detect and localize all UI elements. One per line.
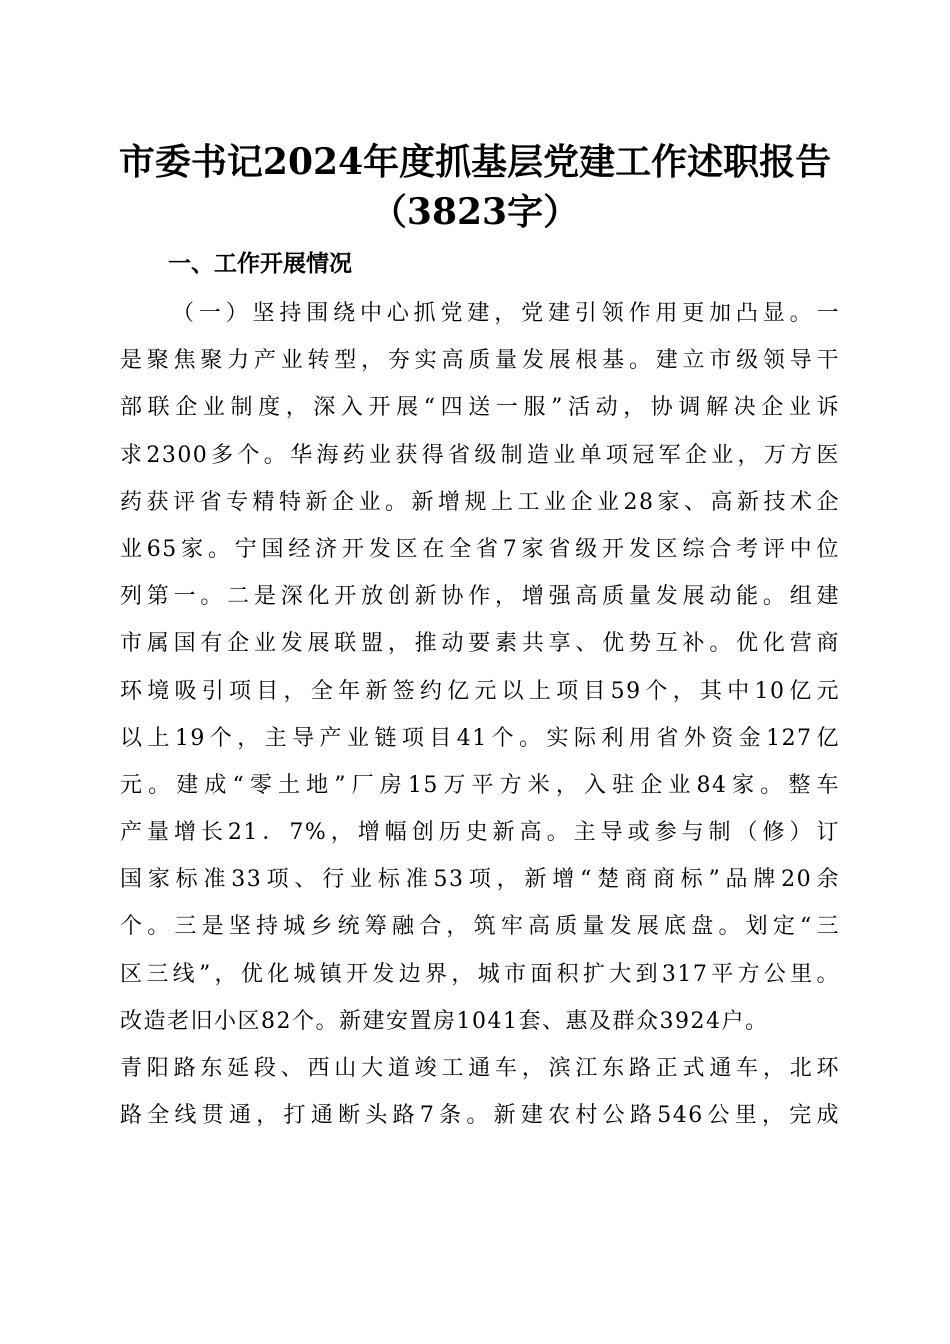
body-line: 改造老旧小区82个。新建安置房1041套、惠及群众3924户。 (120, 1008, 769, 1034)
body-line: 市属国有企业发展联盟，推动要素共享、优势互补。优化营商 (120, 631, 840, 657)
body-line: 环境吸引项目，全年新签约亿元以上项目59个，其中10亿元 (120, 678, 840, 704)
body-line: 区三线”，优化城镇开发边界，城市面积扩大到317平方公里。 (120, 961, 840, 987)
body-line: 国家标准33项、行业标准53项，新增“楚商商标”品牌20余 (120, 867, 840, 893)
body-line: 药获评省专精特新企业。新增规上工业企业28家、高新技术企 (120, 489, 840, 515)
body-line: 是聚焦聚力产业转型，夯实高质量发展根基。建立市级领导干 (120, 348, 840, 374)
body-line: 个。三是坚持城乡统筹融合，筑牢高质量发展底盘。划定“三 (120, 914, 840, 940)
body-line: 路全线贯通，打通断头路7条。新建农村公路546公里，完成 (120, 1103, 840, 1129)
body-line: 部联企业制度，深入开展“四送一服”活动，协调解决企业诉 (120, 395, 840, 421)
body-line: （一）坚持围绕中心抓党建，党建引领作用更加凸显。一 (172, 301, 840, 326)
body-line: 元。建成“零土地”厂房15万平方米，入驻企业84家。整车 (120, 772, 840, 798)
section-heading: 一、工作开展情况 (168, 251, 352, 277)
body-line: 求2300多个。华海药业获得省级制造业单项冠军企业，万方医 (120, 442, 840, 468)
body-line: 以上19个，主导产业链项目41个。实际利用省外资金127亿 (120, 725, 840, 751)
document-title: 市委书记2024年度抓基层党建工作述职报告 (118, 141, 832, 183)
document-subtitle-word-count: （3823字） (370, 191, 580, 233)
body-line: 青阳路东延段、西山大道竣工通车，滨江东路正式通车，北环 (120, 1056, 840, 1081)
body-line: 产量增长21．7%，增幅创历史新高。主导或参与制（修）订 (120, 820, 840, 846)
body-line: 列第一。二是深化开放创新协作，增强高质量发展动能。组建 (120, 584, 840, 610)
body-line: 业65家。宁国经济开发区在全省7家省级开发区综合考评中位 (120, 536, 840, 562)
body-paragraph (120, 298, 840, 1147)
